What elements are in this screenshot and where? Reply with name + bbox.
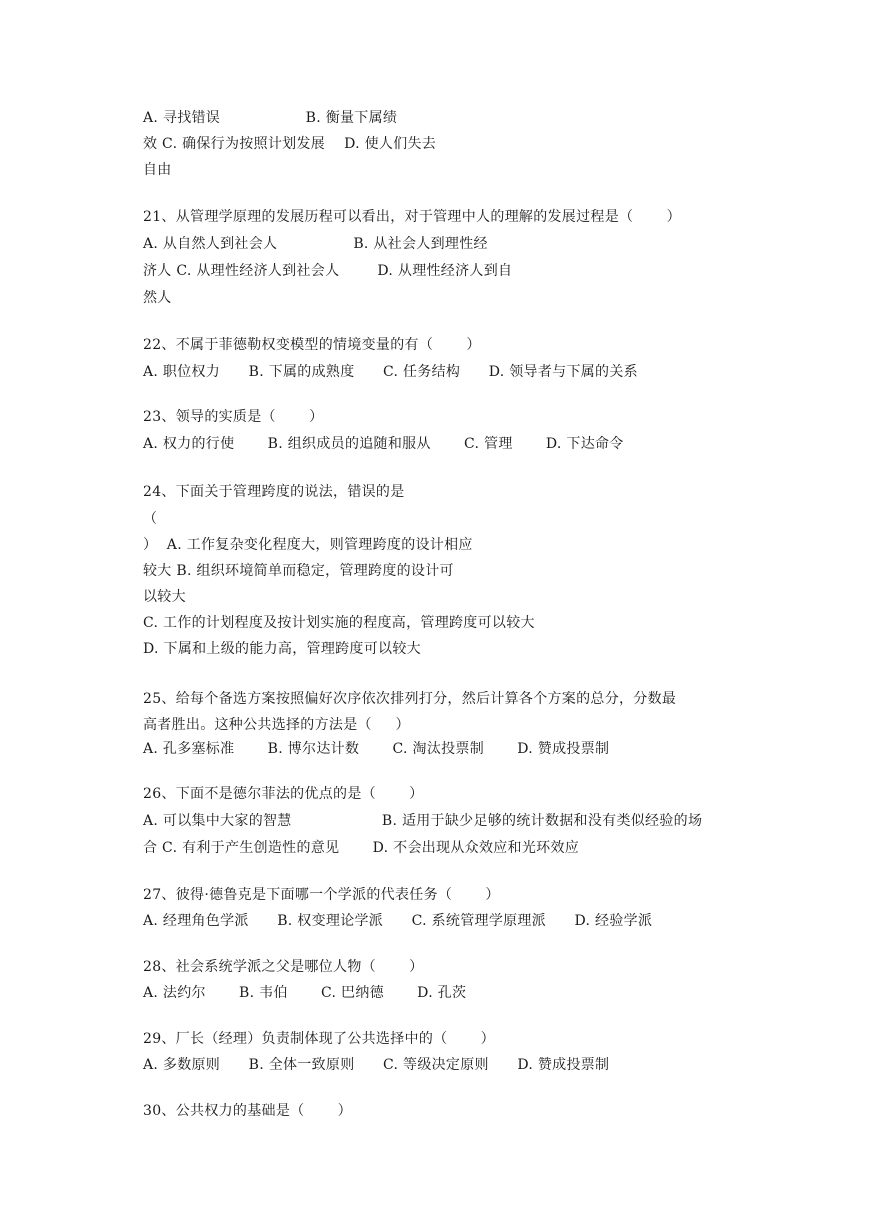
q29-question: 29、厂长（经理）负责制体现了公共选择中的（ ）: [143, 1031, 495, 1047]
q24-option-line-3: 以较大: [143, 589, 186, 605]
q20-option-line-2: 效 C. 确保行为按照计划发展 D. 使人们失去: [143, 136, 437, 152]
q28-question: 28、社会系统学派之父是哪位人物（ ）: [143, 959, 424, 975]
q26-question: 26、下面不是德尔菲法的优点的是（ ）: [143, 786, 424, 802]
q21-option-line-2: 济人 C. 从理性经济人到社会人 D. 从理性经济人到自: [143, 263, 513, 279]
q24-option-line-2: 较大 B. 组织环境简单而稳定，管理跨度的设计可: [143, 563, 454, 579]
q24-option-c: C. 工作的计划程度及按计划实施的程度高，管理跨度可以较大: [143, 615, 535, 631]
q22-question: 22、不属于菲德勒权变模型的情境变量的有（ ）: [143, 337, 481, 353]
q21-question: 21、从管理学原理的发展历程可以看出，对于管理中人的理解的发展过程是（ ）: [143, 209, 681, 225]
q26-option-line-2: 合 C. 有利于产生创造性的意见 D. 不会出现从众效应和光环效应: [143, 840, 580, 856]
q21-option-line-1: A. 从自然人到社会人 B. 从社会人到理性经: [143, 236, 488, 252]
q24-option-line-1: ） A. 工作复杂变化程度大，则管理跨度的设计相应: [143, 537, 473, 553]
q29-options: A. 多数原则 B. 全体一致原则 C. 等级决定原则 D. 赞成投票制: [143, 1057, 610, 1073]
q24-paren-open: （: [143, 511, 158, 527]
q25-options: A. 孔多塞标准 B. 博尔达计数 C. 淘汰投票制 D. 赞成投票制: [143, 741, 610, 757]
q25-question-line-2: 高者胜出。这种公共选择的方法是（ ）: [143, 717, 410, 733]
q22-options: A. 职位权力 B. 下属的成熟度 C. 任务结构 D. 领导者与下属的关系: [143, 364, 638, 380]
q30-question: 30、公共权力的基础是（ ）: [143, 1103, 352, 1119]
q24-option-d: D. 下属和上级的能力高，管理跨度可以较大: [143, 641, 421, 657]
q27-options: A. 经理角色学派 B. 权变理论学派 C. 系统管理学原理派 D. 经验学派: [143, 913, 653, 929]
q23-question: 23、领导的实质是（ ）: [143, 409, 324, 425]
q28-options: A. 法约尔 B. 韦伯 C. 巴纳德 D. 孔茨: [143, 985, 467, 1001]
q26-option-line-1: A. 可以集中大家的智慧 B. 适用于缺少足够的统计数据和没有类似经验的场: [143, 813, 703, 829]
q25-question-line-1: 25、给每个备选方案按照偏好次序依次排列打分，然后计算各个方案的总分，分数最: [143, 691, 677, 707]
q21-option-line-3: 然人: [143, 290, 172, 306]
q24-question: 24、下面关于管理跨度的说法，错误的是: [143, 484, 405, 500]
q20-option-line-1: A. 寻找错误 B. 衡量下属绩: [143, 110, 398, 126]
q20-option-line-3: 自由: [143, 162, 172, 178]
q23-options: A. 权力的行使 B. 组织成员的追随和服从 C. 管理 D. 下达命令: [143, 436, 624, 452]
q27-question: 27、彼得·德鲁克是下面哪一个学派的代表任务（ ）: [143, 887, 500, 903]
